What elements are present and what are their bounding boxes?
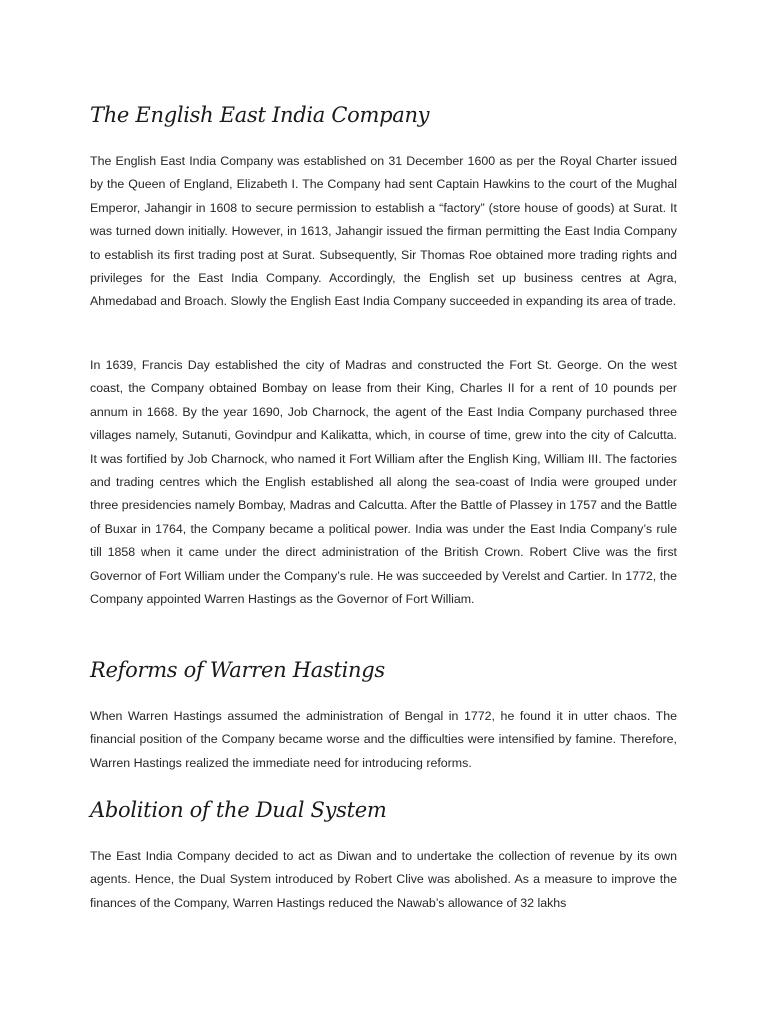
- paragraph-company-establishment: The English East India Company was established on 31 December 1600 as per the Royal Charter issued by the Queen of England, Elizabeth I. The Company had sent Captain Hawkins to the court of the Mughal Emperor, Jahangir in 1608 to secure permission to establish a “factory” (store house of goods) at Surat. It was turned down initially. However, in 1613, Jahangir issued the firman permitting the East India Company to establish its first trading post at Surat. Subsequently, Sir Thomas Roe obtained more trading rights and privileges for the East India Company. Accordingly, the English set up business centres at Agra, Ahmedabad and Broach. Slowly the English East India Company succeeded in expanding its area of trade.: [90, 154, 677, 309]
- paragraph-reforms-intro: When Warren Hastings assumed the administration of Bengal in 1772, he found it in utter chaos. The financial position of the Company became worse and the difficulties were intensified by famine. Therefore, Warren Hastings realized the immediate need for introducing reforms.: [90, 709, 677, 770]
- section-heading-east-india-company: The English East India Company: [90, 103, 430, 127]
- paragraph-madras-calcutta: In 1639, Francis Day established the city of Madras and constructed the Fort St. George. On the west coast, the Company obtained Bombay on lease from their King, Charles II for a rent of 10 pounds per annum in 1668. By the year 1690, Job Charnock, the agent of the East India Company purchased three villages namely, Sutanuti, Govindpur and Kalikatta, which, in course of time, grew into the city of Calcutta. It was fortified by Job Charnock, who named it Fort William after the English King, William III. The factories and trading centres which the English established all along the sea-coast of India were grouped under three presidencies namely Bombay, Madras and Calcutta. After the Battle of Plassey in 1757 and the Battle of Buxar in 1764, the Company became a political power. India was under the East India Company’s rule till 1858 when it came under the direct administration of the British Crown. Robert Clive was the first Governor of Fort William under the Company’s rule. He was succeeded by Verelst and Cartier. In 1772, the Company appointed Warren Hastings as the Governor of Fort William.: [90, 358, 677, 607]
- paragraph-dual-system: The East India Company decided to act as Diwan and to undertake the collection of revenue by its own agents. Hence, the Dual System introduced by Robert Clive was abolished. As a measure to improve the finances of the Company, Warren Hastings reduced the Nawab’s allowance of 32 lakhs: [90, 849, 677, 910]
- section-heading-dual-system: Abolition of the Dual System: [90, 798, 387, 822]
- section-heading-reforms-warren-hastings: Reforms of Warren Hastings: [90, 658, 385, 682]
